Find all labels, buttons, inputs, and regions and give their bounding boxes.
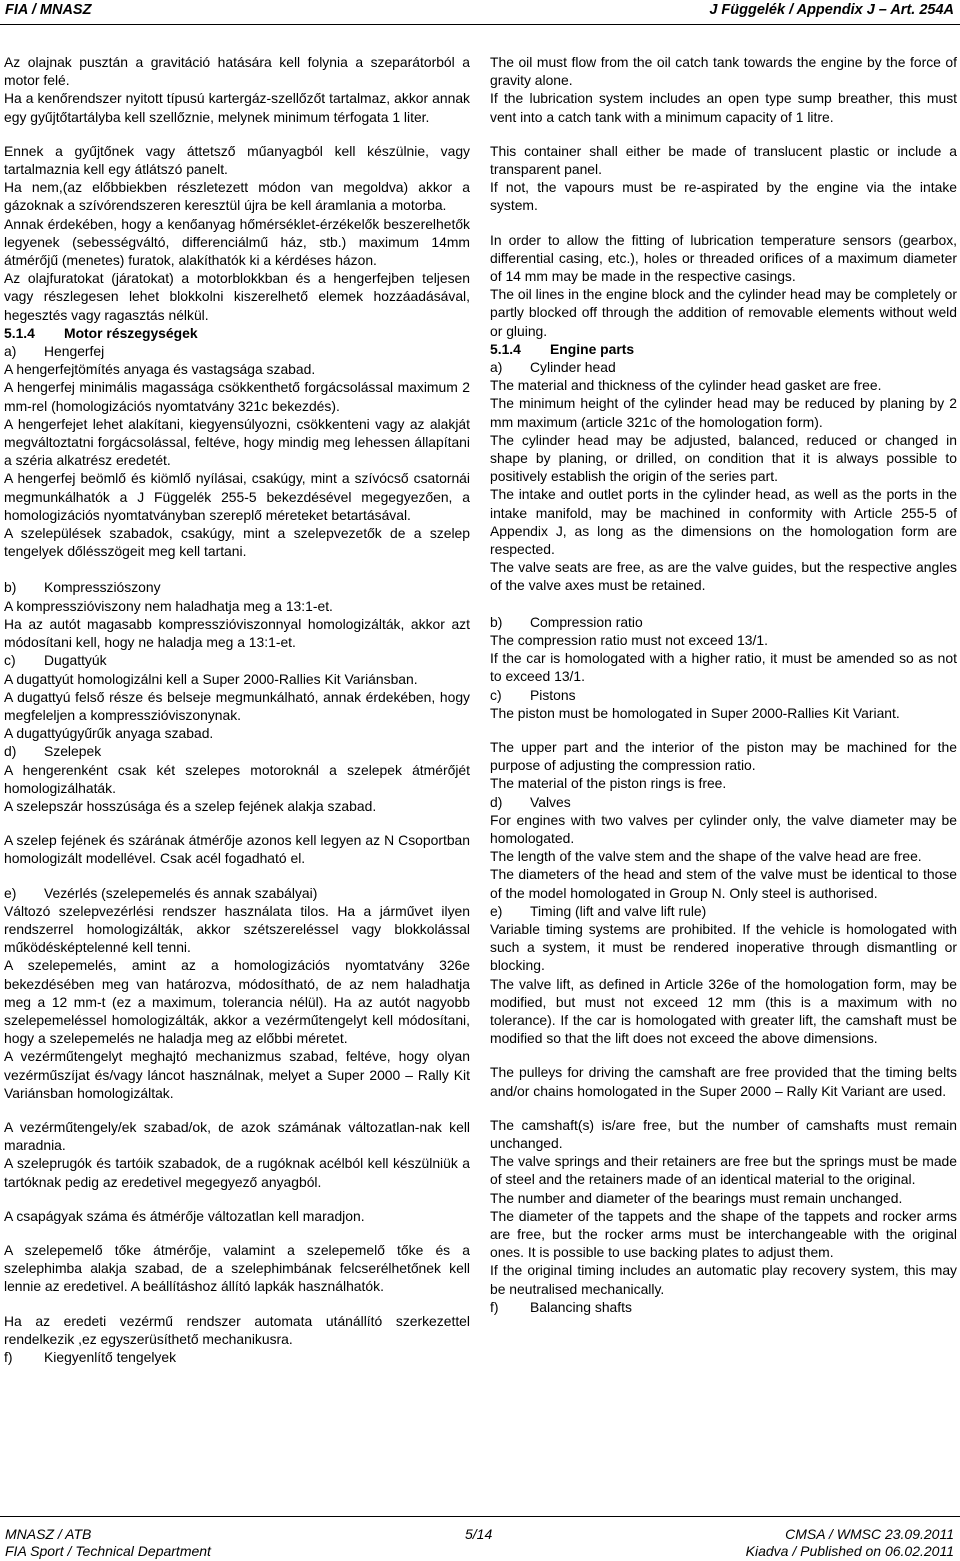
paragraph: The cylinder head may be adjusted, balanced, reduced or changed in shape by planing, or drilled, on condition that it is always possible to positively establish the origin of the series part.: [490, 431, 957, 485]
section-heading: [4, 324, 470, 342]
page-number: 5/14: [465, 1526, 493, 1542]
item-letter: d): [490, 793, 503, 810]
subheading-title: Valves: [530, 793, 571, 810]
paragraph: The piston must be homologated in Super 2000-Rallies Kit Variant.: [490, 704, 900, 721]
header-rule: [0, 24, 960, 25]
paragraph: A hengerenként csak két szelepes motoroknál a szelepek átmérőjét homologizálhaták.: [4, 761, 470, 796]
paragraph: If the lubrication system includes an open type sump breather, this must vent into a catch tank with a minimum capacity of 1 litre.: [490, 90, 957, 125]
paragraph: The number and diameter of the bearings must remain unchanged.: [490, 1189, 903, 1206]
paragraph: The valve springs and their retainers are free but the springs must be made of steel and the retainers made of an identical material to the original.: [490, 1153, 957, 1188]
subheading: [4, 342, 470, 360]
paragraph: Az olajnak pusztán a gravitáció hatására kell folynia a szeparátorból a motor felé.: [4, 54, 470, 89]
subheading-title: Vezérlés (szelepemelés és annak szabályai): [44, 884, 318, 901]
header-left: FIA / MNASZ: [5, 2, 92, 18]
paragraph: The oil lines in the engine block and the cylinder head may be completely or partly blocked off through the addition of removable elements without weld or gluing.: [490, 286, 957, 339]
subheading-title: Balancing shafts: [530, 1298, 632, 1315]
subheading-title: Kiegyenlítő tengelyek: [44, 1349, 177, 1365]
item-letter: f): [490, 1298, 499, 1315]
subheading: [4, 578, 470, 596]
paragraph: A hengerfej beömlő és kiömlő nyílásai, csakúgy, mint a szívócső csatornái megmunkálhatók a J Függelék 255-5 bekezdésével megegyezően, a homologizációs nyomtatványban szereplő méreteket betartásával.: [4, 470, 470, 523]
item-letter: b): [490, 613, 503, 630]
paragraph: Az olajfuratokat (járatokat) a motorblokkban és a hengerfejben teljesen vagy részlegesen lehet blokkolni kiszerelhető elemek hozzáadásával, hegesztés vagy ragasztás nélkül.: [4, 270, 470, 323]
paragraph: The minimum height of the cylinder head may be reduced by planing by 2 mm maximum (article 321c of the homologation form).: [490, 395, 957, 430]
paragraph: The intake and outlet ports in the cylinder head, as well as the ports in the intake manifold, may be machined in conformity with Article 255-5 of Appendix J, as long as the dimensions on the homologation form are respected.: [490, 486, 957, 558]
paragraph: A szelepülések szabadok, csakúgy, mint a szelepvezetők de a szelep tengelyek dőlésszögeit meg kell tartani.: [4, 525, 470, 560]
paragraph: Ha nem,(az előbbiekben részletezett módon van megoldva) akkor a gázoknak a szívórendszeren keresztül újra be kell áramlania a motorba.: [4, 179, 470, 214]
subheading: [490, 358, 957, 376]
footer-left-line1: MNASZ / ATB: [5, 1526, 92, 1542]
paragraph: A dugattyú felső része és belseje megmunkálható, annak érdekében, hogy megfeleljen a kompresszióviszonynak.: [4, 688, 470, 723]
subheading: [490, 613, 957, 631]
subheading-title: Szelepek: [44, 743, 102, 760]
paragraph: A hengerfejtömítés anyaga és vastagsága szabad.: [4, 361, 316, 378]
hungarian-column: [4, 53, 470, 1366]
paragraph: The pulleys for driving the camshaft are free provided that the timing belts and/or chains homologated in the Super 2000 – Rally Kit Variant are used.: [490, 1064, 957, 1099]
paragraph: This container shall either be made of translucent plastic or include a transparent panel.: [490, 142, 957, 178]
subheading: [490, 686, 957, 704]
subheading-title: Timing (lift and valve lift rule): [530, 902, 707, 919]
subheading-title: Hengerfej: [44, 343, 105, 360]
item-letter: a): [4, 343, 17, 360]
subheading: [490, 793, 957, 811]
paragraph: Változó szelepvezérlési rendszer használata tilos. Ha a járművet ilyen rendszerrel homologizálták, akkor szétszereléssel vagy blokkolással működésképtelenné kell tenni.: [4, 902, 470, 956]
paragraph: Variable timing systems are prohibited. If the vehicle is homologated with such a system, it must be rendered inoperative through dismantling or blocking.: [490, 920, 957, 974]
paragraph: A hengerfejet lehet alakítani, kiegyensúlyozni, csökkenteni vagy az alakját megváltoztatni forgácsolással, feltéve, hogy mindig meg lehessen állapítani a széria alkatrész eredetét.: [4, 415, 470, 469]
item-letter: d): [4, 743, 17, 760]
subheading-title: Cylinder head: [530, 359, 616, 376]
footer-right-line2: Kiadva / Published on 06.02.2011: [745, 1543, 954, 1559]
paragraph: The oil must flow from the oil catch tank towards the engine by the force of gravity alone.: [490, 54, 957, 89]
item-letter: a): [490, 359, 503, 376]
paragraph: The diameter of the tappets and the shape of the tappets and rocker arms are free, but the rocker arms must be interchangeable with the original ones. It is possible to use backing plates to adjust them.: [490, 1207, 957, 1261]
subheading-title: Compression ratio: [530, 613, 643, 630]
subheading-title: Kompressziószony: [44, 579, 161, 596]
paragraph: Ha az eredeti vezérmű rendszer automata utánállító szerkezettel rendelkezik ,ez egyszerüsíthető mechanikusra.: [4, 1312, 470, 1347]
paragraph: The compression ratio must not exceed 13/1.: [490, 631, 768, 648]
paragraph: A vezérműtengely/ek szabad/ok, de azok számának változatlan-nak kell maradnia.: [4, 1118, 470, 1154]
footer-rule: [0, 1516, 960, 1517]
subheading: [490, 1298, 957, 1316]
paragraph: The material of the piston rings is free.: [490, 775, 727, 792]
subheading: [4, 742, 470, 760]
item-letter: e): [490, 902, 503, 919]
paragraph: A dugattyút homologizálni kell a Super 2000-Rallies Kit Variánsban.: [4, 670, 418, 687]
section-title: Engine parts: [550, 340, 635, 357]
paragraph: The camshaft(s) is/are free, but the number of camshafts must remain unchanged.: [490, 1116, 957, 1151]
paragraph: A szelepszár hosszúsága és a szelep fejének alakja szabad.: [4, 797, 377, 814]
item-letter: e): [4, 884, 17, 901]
header-right: J Függelék / Appendix J – Art. 254A: [709, 2, 954, 18]
page-header: [0, 0, 960, 28]
subheading-title: Dugattyúk: [44, 652, 107, 669]
subheading: [490, 902, 957, 920]
paragraph: If not, the vapours must be re-aspirated by the engine via the intake system.: [490, 179, 957, 214]
english-column: [490, 53, 957, 1316]
paragraph: A szelepemelés, amint az a homologizációs nyomtatvány 326e bekezdésében meg van határozva, módosítható, de az nem haladhatja meg a 12 mm-t (ez a maximum, tolerancia nélül). Ha az autót nagyobb szelepemeléssel homologizálták, akkor a vezérműtengelyt kell módosítani, hogy a szelepemelés ne haladja meg az előbbi méretet.: [4, 957, 470, 1047]
footer-left-line2: FIA Sport / Technical Department: [5, 1543, 211, 1559]
paragraph: For engines with two valves per cylinder only, the valve diameter may be homologated.: [490, 811, 957, 846]
subheading: [4, 884, 470, 902]
subheading: [4, 1348, 470, 1366]
paragraph: If the car is homologated with a higher ratio, it must be amended so as not to exceed 13/1.: [490, 650, 957, 685]
section-title: Motor részegységek: [64, 324, 198, 341]
paragraph: Ha az autót magasabb kompresszióviszonnyal homologizálták, akkor azt módosítani kell, hogy ne haladja meg a 13:1-et.: [4, 615, 470, 651]
paragraph: A dugattyúgyűrűk anyaga szabad.: [4, 725, 214, 742]
paragraph: A vezérműtengelyt meghajtó mechanizmus szabad, feltéve, hogy olyan vezérműszíjat és/vagy láncot használnak, melyet a Super 2000 – Rally Kit Variánsban homologizáltak.: [4, 1048, 470, 1101]
paragraph: The valve seats are free, as are the valve guides, but the respective angles of the valve axes must be retained.: [490, 559, 957, 594]
item-letter: f): [4, 1349, 13, 1365]
paragraph: In order to allow the fitting of lubrication temperature sensors (gearbox, differential casing, etc.), holes or threaded orifices of a maximum diameter of 14 mm may be made in the respective casings.: [490, 231, 957, 285]
item-letter: c): [4, 652, 16, 669]
subheading: [4, 651, 470, 669]
item-letter: b): [4, 579, 17, 596]
paragraph: The diameters of the head and stem of the valve must be identical to those of the model homologated in Group N. Only steel is authorised.: [490, 866, 957, 901]
paragraph: The material and thickness of the cylinder head gasket are free.: [490, 377, 882, 394]
paragraph: Ennek a gyűjtőnek vagy áttetsző műanyagból kell készülnie, vagy tartalmaznia kell egy átlátszó panelt.: [4, 142, 470, 178]
page-footer: [0, 1516, 960, 1561]
paragraph: A csapágyak száma és átmérője változatlan kell maradjon.: [4, 1207, 365, 1224]
paragraph: A szelepemelő tőke átmérője, valamint a szelepemelő tőke és a szelephimba alakja szabad, de a szelephimbának felcserélhetőnek kell lennie az eredetivel. A beállításhoz állító lapkák használhatók.: [4, 1241, 470, 1295]
section-number: 5.1.4: [4, 324, 35, 341]
paragraph: Annak érdekében, hogy a kenőanyag hőmérséklet-érzékelők beszerelhetők legyenek (sebességváltó, differenciálmű ház, stb.) maximum 14mm átmérőjű (menetes) furatok, alakíthatók ki a kérdéses házon.: [4, 215, 470, 269]
paragraph: The valve lift, as defined in Article 326e of the homologation form, may be modified, but must not exceed 12 mm (this is a maximum with no tolerance). If the car is homologated with greater lift, the camshaft must be modified so that the lift does not exceed the above dimensions.: [490, 975, 957, 1047]
item-letter: c): [490, 686, 502, 703]
paragraph: The length of the valve stem and the shape of the valve head are free.: [490, 848, 922, 865]
paragraph: A szelep fejének és szárának átmérője azonos kell legyen az N Csoportban homologizált modellével. Csak acél fogadható el.: [4, 832, 470, 867]
footer-right-line1: CMSA / WMSC 23.09.2011: [785, 1526, 954, 1542]
section-heading: [490, 340, 957, 358]
subheading-title: Pistons: [530, 686, 576, 703]
paragraph: Ha a kenőrendszer nyitott típusú kartergáz-szellőzőt tartalmaz, akkor annak egy gyűjtőtartályba kell szellőznie, melynek minimum térfogata 1 liter.: [4, 90, 470, 125]
section-number: 5.1.4: [490, 340, 521, 357]
paragraph: The upper part and the interior of the piston may be machined for the purpose of adjusting the compression ratio.: [490, 738, 957, 774]
paragraph: A hengerfej minimális magassága csökkenthető forgácsolással maximum 2 mm-rel (homologizációs nyomtatvány 321c bekezdés).: [4, 379, 470, 414]
paragraph: A kompresszióviszony nem haladhatja meg a 13:1-et.: [4, 597, 333, 614]
paragraph: If the original timing includes an automatic play recovery system, this may be neutralised mechanically.: [490, 1262, 957, 1297]
paragraph: A szeleprugók és tartóik szabadok, de a rugóknak acélból kell készülniük a tartóknak pedig az eredetivel megegyező anyagból.: [4, 1155, 470, 1190]
